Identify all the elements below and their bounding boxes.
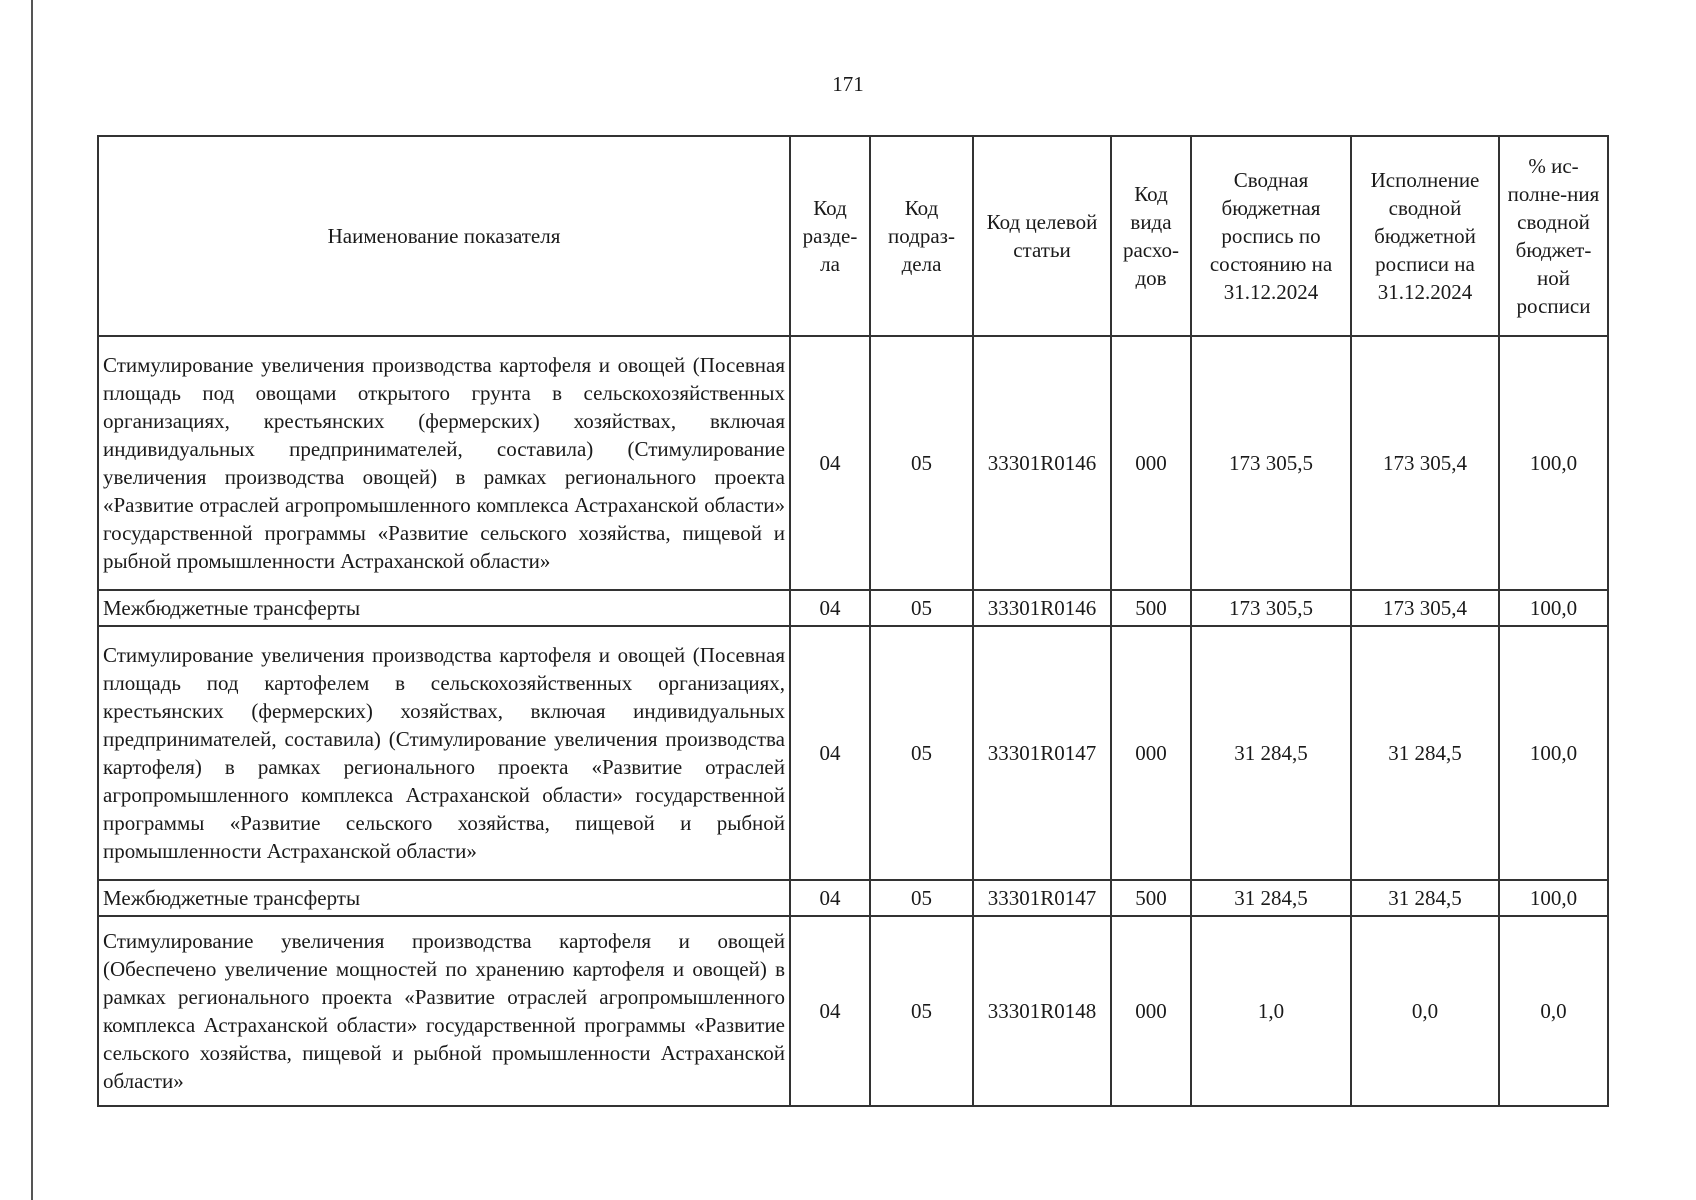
row-section: 04 (790, 336, 870, 590)
row-subsection: 05 (870, 590, 973, 626)
row-section: 04 (790, 916, 870, 1106)
row-target: 33301R0146 (973, 336, 1111, 590)
row-section: 04 (790, 626, 870, 880)
row-subsection: 05 (870, 626, 973, 880)
row-percent: 100,0 (1499, 336, 1608, 590)
row-percent: 100,0 (1499, 880, 1608, 916)
row-section: 04 (790, 880, 870, 916)
table-header-row (98, 136, 1608, 336)
row-name: Межбюджетные трансферты (98, 880, 790, 916)
row-name: Стимулирование увеличения производства картофеля и овощей (Посевная площадь под овощами открытого грунта в сельскохозяйственных организациях, крестьянских (фермерских) хозяйствах, включая индивидуальных предпринимателей, составила) (Стимулирование увеличения производства овощей) в рамках регионального проекта «Развитие отраслей агропромышленного комплекса Астраханской области» государственной программы «Развитие сельского хозяйства, пищевой и рыбной промышленности Астраханской области» (98, 336, 790, 590)
row-name: Стимулирование увеличения производства картофеля и овощей (Посевная площадь под картофелем в сельскохозяйственных организациях, крестьянских (фермерских) хозяйствах, включая индивидуальных предпринимателей, составила) (Стимулирование увеличения производства картофеля) в рамках регионального проекта «Развитие отраслей агропромышленного комплекса Астраханской области» государственной программы «Развитие сельского хозяйства, пищевой и рыбной промышленности Астраханской области» (98, 626, 790, 880)
table-row (98, 590, 1608, 626)
header-section-code: Код разде-ла (790, 136, 870, 336)
row-budget: 1,0 (1191, 916, 1351, 1106)
row-percent: 0,0 (1499, 916, 1608, 1106)
row-name: Стимулирование увеличения производства картофеля и овощей (Обеспечено увеличение мощностей по хранению картофеля и овощей) в рамках регионального проекта «Развитие отраслей агропромышленного комплекса Астраханской области» государственной программы «Развитие сельского хозяйства, пищевой и рыбной промышленности Астраханской области» (98, 916, 790, 1106)
row-executed: 31 284,5 (1351, 626, 1499, 880)
row-expense-type: 000 (1111, 916, 1191, 1106)
row-target: 33301R0146 (973, 590, 1111, 626)
header-percent: % ис-полне-ния сводной бюджет-ной росписи (1499, 136, 1608, 336)
row-target: 33301R0147 (973, 880, 1111, 916)
row-target: 33301R0148 (973, 916, 1111, 1106)
row-expense-type: 500 (1111, 880, 1191, 916)
row-budget: 173 305,5 (1191, 336, 1351, 590)
row-executed: 31 284,5 (1351, 880, 1499, 916)
row-subsection: 05 (870, 880, 973, 916)
left-margin-line (31, 0, 33, 1200)
row-section: 04 (790, 590, 870, 626)
row-budget: 31 284,5 (1191, 880, 1351, 916)
header-execution: Исполнение сводной бюджетной росписи на 31.12.2024 (1351, 136, 1499, 336)
row-executed: 0,0 (1351, 916, 1499, 1106)
table-row (98, 916, 1608, 1106)
row-expense-type: 500 (1111, 590, 1191, 626)
row-budget: 173 305,5 (1191, 590, 1351, 626)
table-row (98, 336, 1608, 590)
row-subsection: 05 (870, 336, 973, 590)
row-target: 33301R0147 (973, 626, 1111, 880)
row-percent: 100,0 (1499, 626, 1608, 880)
row-executed: 173 305,4 (1351, 590, 1499, 626)
row-name: Межбюджетные трансферты (98, 590, 790, 626)
row-expense-type: 000 (1111, 336, 1191, 590)
header-expense-type-code: Код вида расхо-дов (1111, 136, 1191, 336)
header-subsection-code: Код подраз-дела (870, 136, 973, 336)
row-subsection: 05 (870, 916, 973, 1106)
row-budget: 31 284,5 (1191, 626, 1351, 880)
budget-execution-table (97, 135, 1609, 1107)
table-row (98, 626, 1608, 880)
header-consolidated-budget: Сводная бюджетная роспись по состоянию на 31.12.2024 (1191, 136, 1351, 336)
header-name: Наименование показателя (98, 136, 790, 336)
page-number: 171 (832, 72, 864, 96)
row-executed: 173 305,4 (1351, 336, 1499, 590)
row-percent: 100,0 (1499, 590, 1608, 626)
row-expense-type: 000 (1111, 626, 1191, 880)
header-target-code: Код целевой статьи (973, 136, 1111, 336)
table-row (98, 880, 1608, 916)
